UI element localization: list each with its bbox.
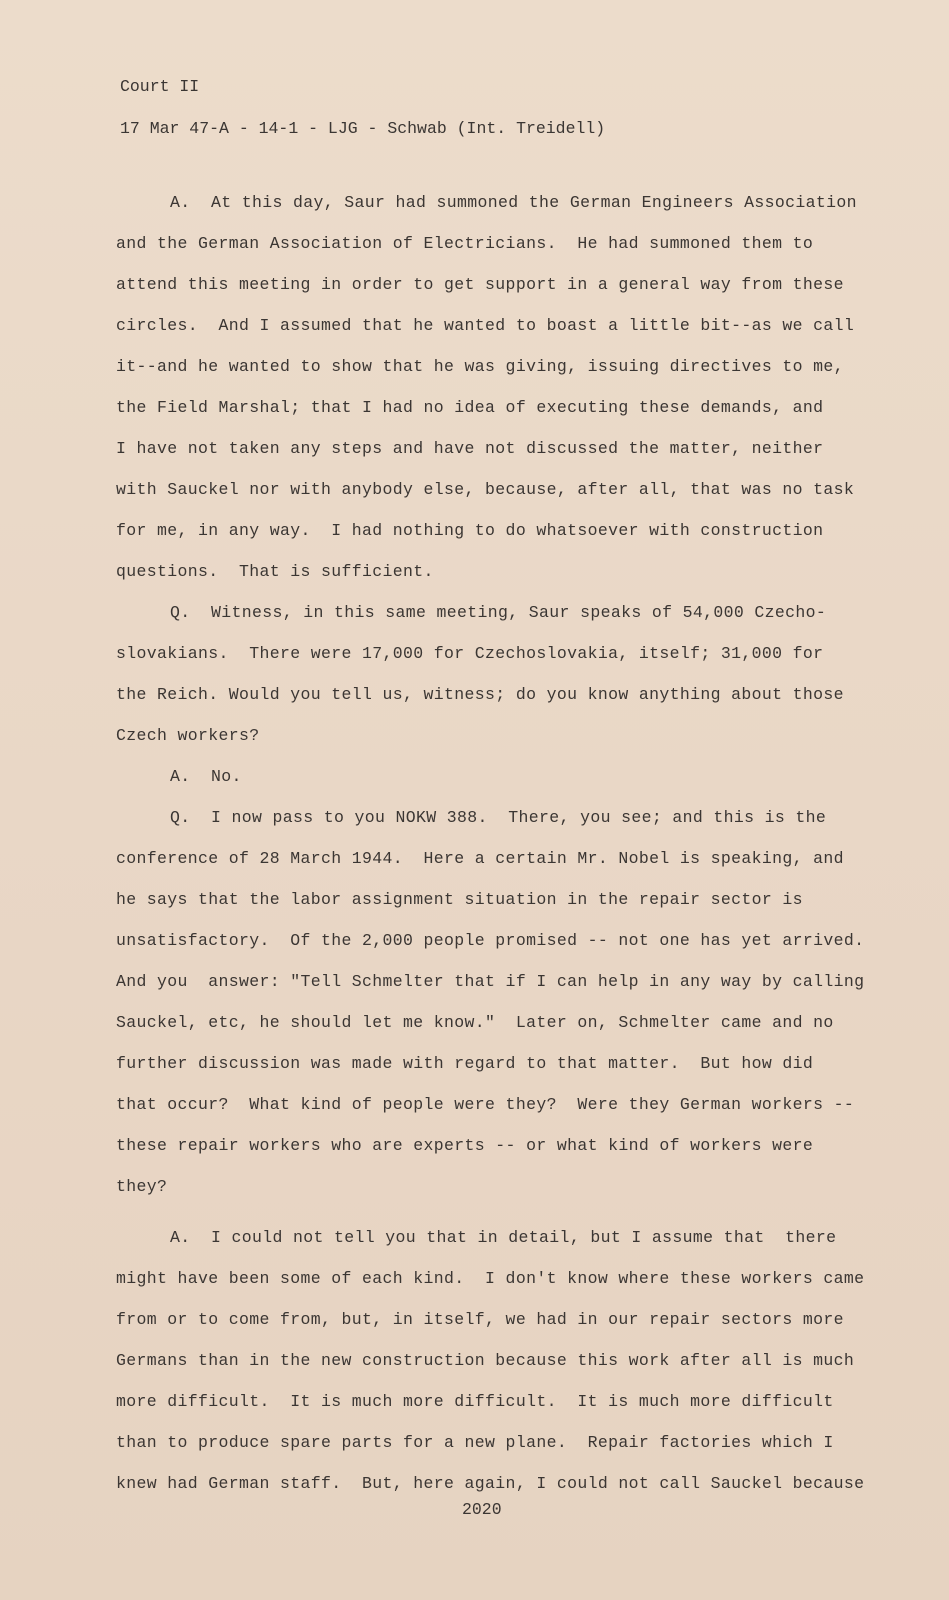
transcript-line: Sauckel, etc, he should let me know." Later on, Schmelter came and no bbox=[116, 1013, 834, 1032]
transcript-line: slovakians. There were 17,000 for Czechoslovakia, itself; 31,000 for bbox=[116, 644, 824, 663]
transcript-body bbox=[116, 182, 865, 1504]
transcript-line: Q. I now pass to you NOKW 388. There, you see; and this is the bbox=[170, 808, 827, 827]
transcript-line: conference of 28 March 1944. Here a certain Mr. Nobel is speaking, and bbox=[116, 849, 844, 868]
transcript-line: A. At this day, Saur had summoned the German Engineers Association bbox=[170, 193, 857, 212]
transcript-line: more difficult. It is much more difficult. It is much more difficult bbox=[116, 1392, 834, 1411]
transcript-line: might have been some of each kind. I don't know where these workers came bbox=[116, 1269, 865, 1288]
transcript-line: they? bbox=[116, 1177, 168, 1196]
transcript-line: for me, in any way. I had nothing to do whatsoever with construction bbox=[116, 521, 824, 540]
transcript-line: that occur? What kind of people were they? Were they German workers -- bbox=[116, 1095, 855, 1114]
transcript-line: knew had German staff. But, here again, I could not call Sauckel because bbox=[116, 1474, 865, 1493]
paragraph-gap bbox=[116, 1207, 861, 1217]
transcript-line: it--and he wanted to show that he was giving, issuing directives to me, bbox=[116, 357, 844, 376]
transcript-line: these repair workers who are experts -- or what kind of workers were bbox=[116, 1136, 814, 1155]
transcript-line: the Field Marshal; that I had no idea of executing these demands, and bbox=[116, 398, 824, 417]
transcript-line: Czech workers? bbox=[116, 726, 260, 745]
transcript-line: further discussion was made with regard to that matter. But how did bbox=[116, 1054, 814, 1073]
transcript-line: And you answer: "Tell Schmelter that if I can help in any way by calling bbox=[116, 972, 865, 991]
transcript-line: A. I could not tell you that in detail, but I assume that there bbox=[170, 1228, 837, 1247]
session-reference: 17 Mar 47-A - 14-1 - LJG - Schwab (Int. Treidell) bbox=[120, 119, 606, 138]
transcript-line: circles. And I assumed that he wanted to boast a little bit--as we call bbox=[116, 316, 855, 335]
transcript-line: questions. That is sufficient. bbox=[116, 562, 434, 581]
transcript-line: attend this meeting in order to get support in a general way from these bbox=[116, 275, 844, 294]
transcript-line: with Sauckel nor with anybody else, because, after all, that was no task bbox=[116, 480, 855, 499]
transcript-line: and the German Association of Electricians. He had summoned them to bbox=[116, 234, 814, 253]
transcript-line: from or to come from, but, in itself, we had in our repair sectors more bbox=[116, 1310, 844, 1329]
transcript-line: Germans than in the new construction because this work after all is much bbox=[116, 1351, 855, 1370]
page-number: 2020 bbox=[462, 1500, 502, 1519]
transcript-line: the Reich. Would you tell us, witness; do you know anything about those bbox=[116, 685, 844, 704]
transcript-line: I have not taken any steps and have not discussed the matter, neither bbox=[116, 439, 824, 458]
transcript-line: he says that the labor assignment situation in the repair sector is bbox=[116, 890, 803, 909]
transcript-line: Q. Witness, in this same meeting, Saur speaks of 54,000 Czecho- bbox=[170, 603, 827, 622]
transcript-line: unsatisfactory. Of the 2,000 people promised -- not one has yet arrived. bbox=[116, 931, 865, 950]
court-label: Court II bbox=[120, 77, 200, 96]
document-header bbox=[120, 66, 605, 150]
transcript-line: A. No. bbox=[170, 767, 242, 786]
transcript-line: than to produce spare parts for a new plane. Repair factories which I bbox=[116, 1433, 834, 1452]
